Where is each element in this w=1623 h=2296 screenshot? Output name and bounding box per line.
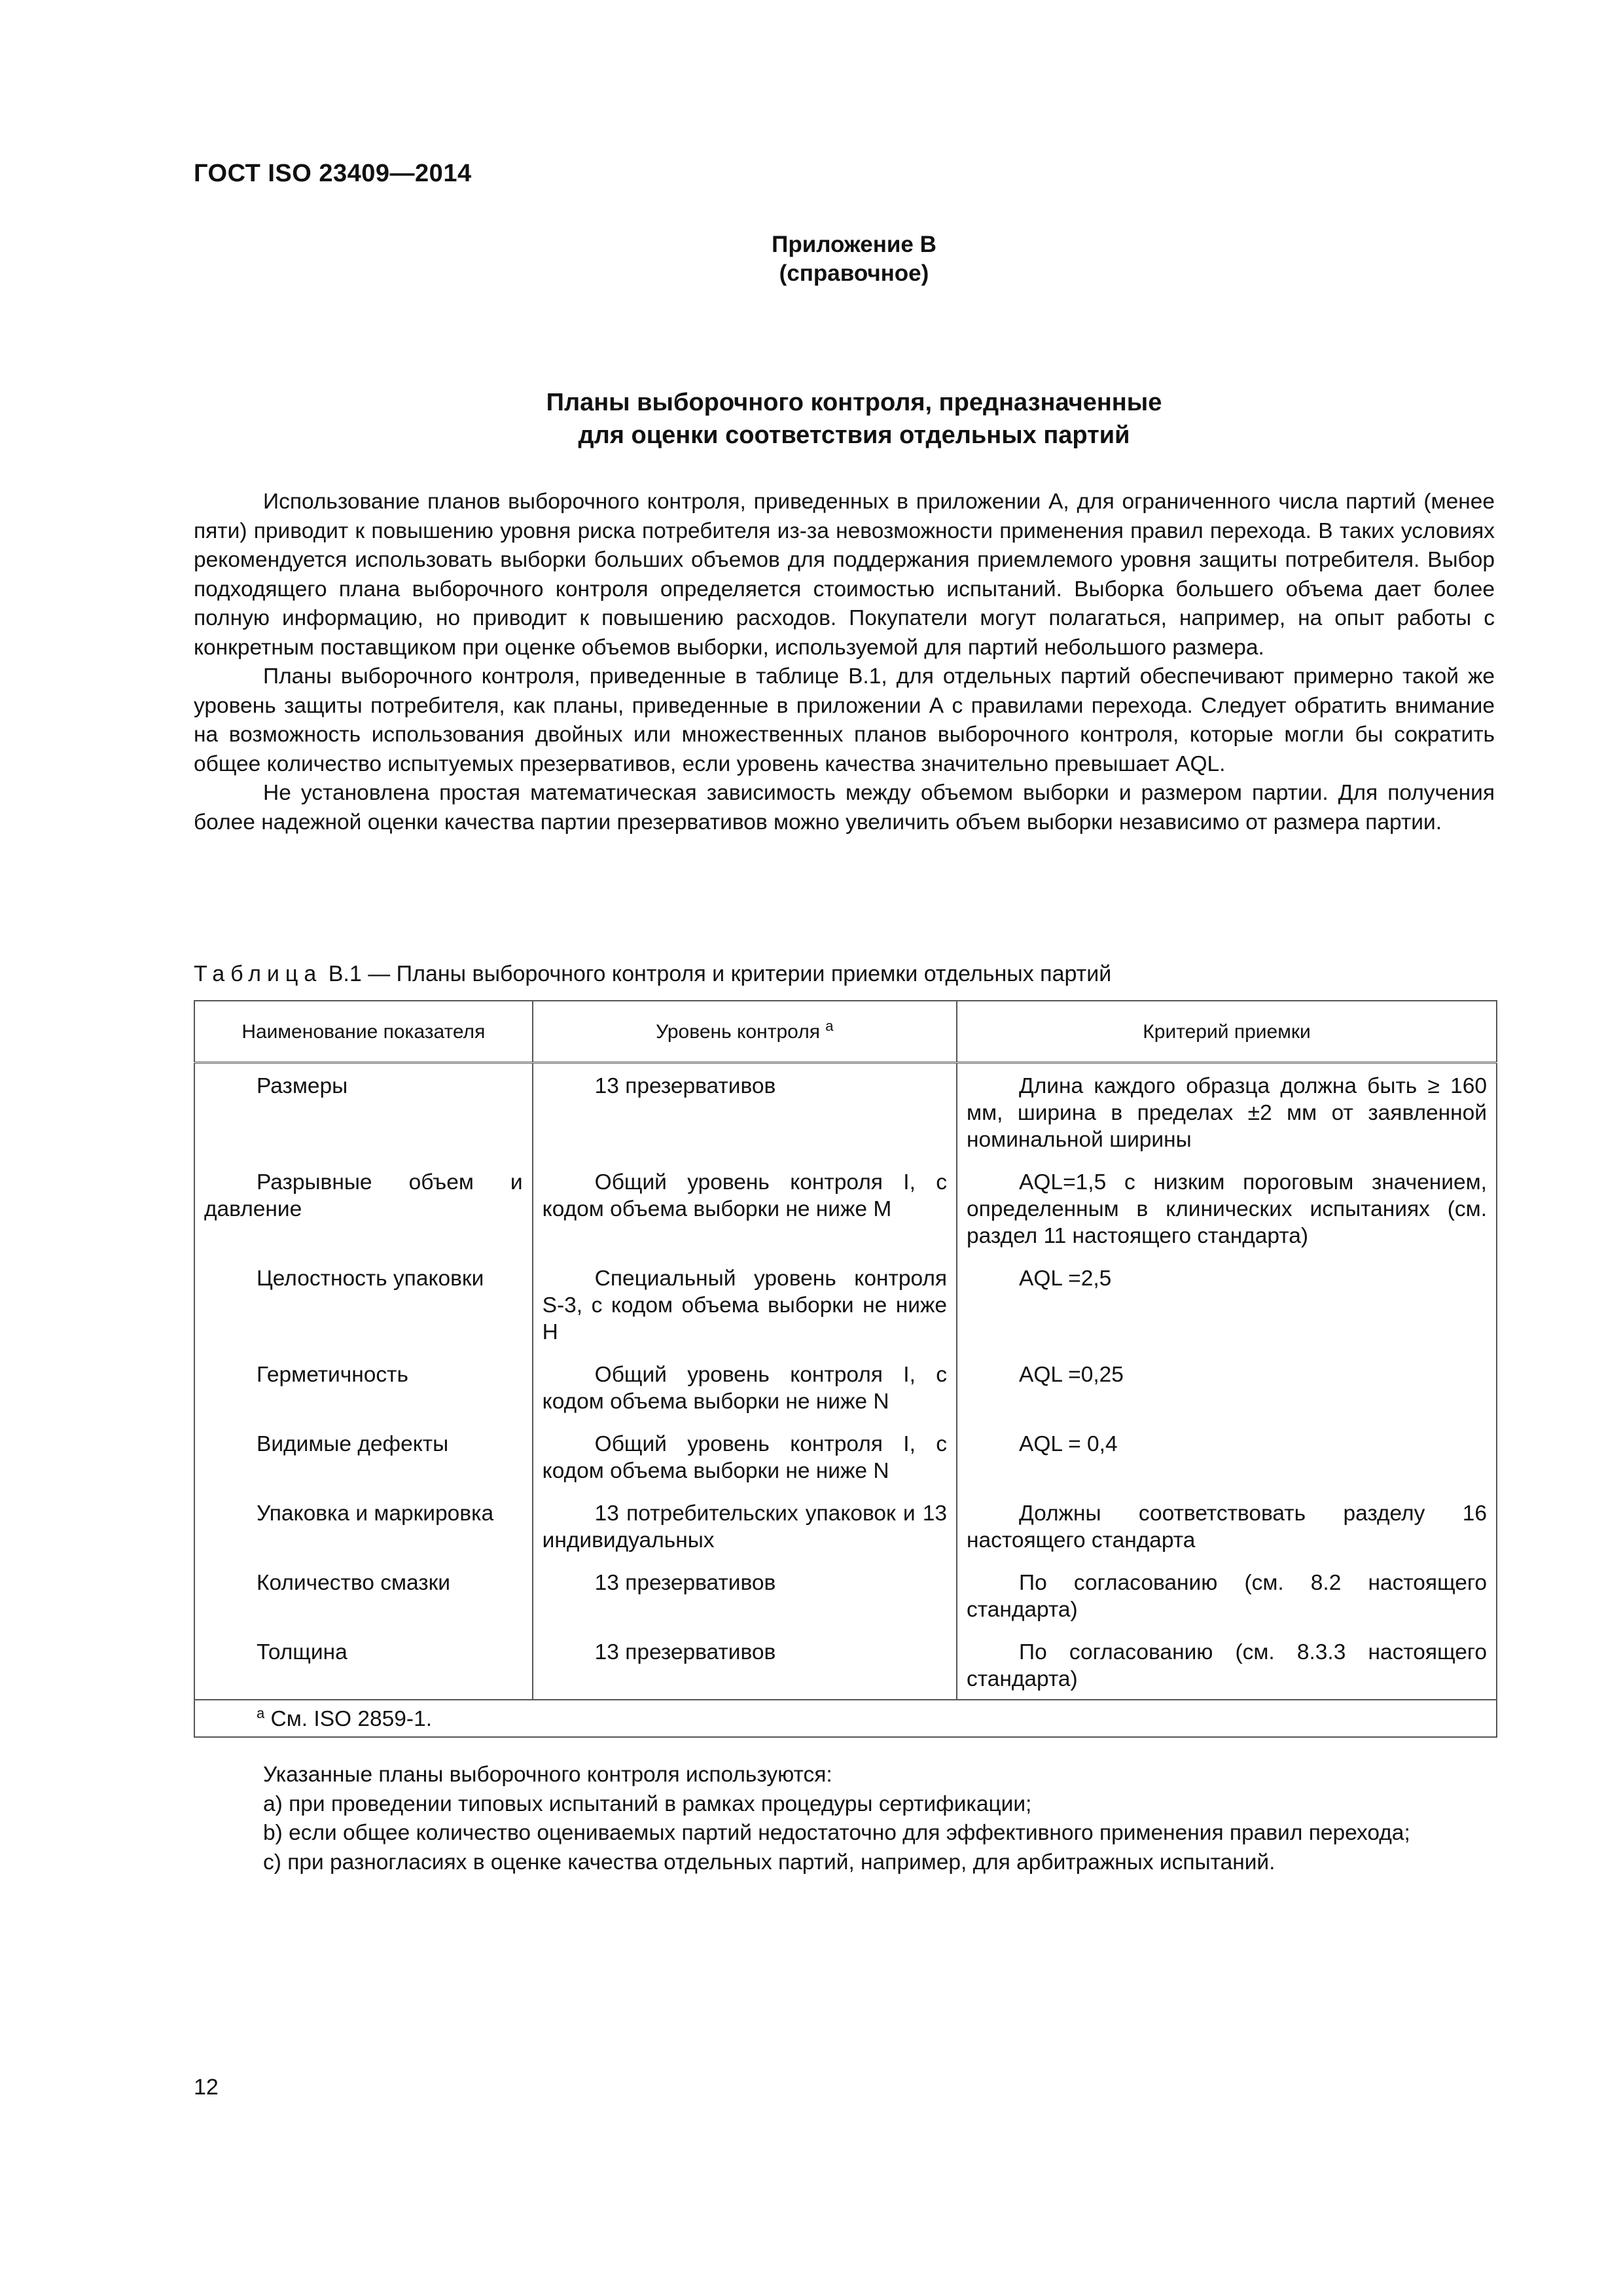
appendix-type: (справочное) — [779, 260, 929, 286]
appendix-heading — [0, 230, 1623, 288]
table-row — [194, 1063, 1497, 1160]
paragraph: Не установлена простая математическая зависимость между объемом выборки и размером партии. Для получения более надежной оценки качества партии презервативов можно увеличить объем выборки независимо от размера партии. — [194, 781, 1495, 834]
document-code: ГОСТ ISO 23409—2014 — [194, 160, 472, 187]
cell-inspection-level: Общий уровень контроля I, с кодом объема выборки не ниже N — [533, 1422, 957, 1491]
cell-acceptance-criterion: AQL = 0,4 — [957, 1422, 1497, 1491]
cell-indicator: Количество смазки — [194, 1560, 533, 1630]
footnote-mark: а — [257, 1704, 265, 1721]
footnote-text: См. ISO 2859-1. — [264, 1707, 433, 1731]
cell-inspection-level: 13 презервативов — [533, 1560, 957, 1630]
section-title-line1: Планы выборочного контроля, предназначенные — [546, 389, 1162, 416]
cell-acceptance-criterion: По согласованию (см. 8.2 настоящего стандарта) — [957, 1560, 1497, 1630]
cell-indicator: Герметичность — [194, 1352, 533, 1422]
page-number: 12 — [194, 2075, 219, 2100]
table-caption — [194, 960, 1111, 988]
sampling-plans-table — [194, 1000, 1497, 1738]
table-row — [194, 1256, 1497, 1352]
cell-indicator: Видимые дефекты — [194, 1422, 533, 1491]
cell-acceptance-criterion: Длина каждого образца должна быть ≥ 160 мм, ширина в пределах ±2 мм от заявленной номинальной ширины — [957, 1063, 1497, 1160]
body-text — [194, 488, 1495, 837]
table-row — [194, 1352, 1497, 1422]
table-caption-label: Таблица — [194, 961, 323, 986]
cell-indicator: Размеры — [194, 1063, 533, 1160]
list-item: b) если общее количество оцениваемых партий недостаточно для эффективного применения правил перехода; — [263, 1821, 1410, 1845]
cell-acceptance-criterion: Должны соответствовать разделу 16 настоящего стандарта — [957, 1491, 1497, 1560]
list-item: с) при разногласиях в оценке качества отдельных партий, например, для арбитражных испытаний. — [263, 1850, 1275, 1874]
header-inspection-level — [533, 1001, 957, 1063]
appendix-title: Приложение В — [772, 232, 936, 257]
list-item: а) при проведении типовых испытаний в рамках процедуры сертификации; — [263, 1791, 1032, 1816]
table-row — [194, 1560, 1497, 1630]
section-title — [0, 386, 1623, 452]
header-inspection-level-text: Уровень контроля — [656, 1020, 826, 1043]
cell-inspection-level: Общий уровень контроля I, с кодом объема выборки не ниже N — [533, 1352, 957, 1422]
cell-acceptance-criterion: AQL =2,5 — [957, 1256, 1497, 1352]
paragraph: Использование планов выборочного контроля, приведенных в приложении А, для ограниченного числа партий (менее пяти) приводит к повышению уровня риска потребителя из-за невозможности применения правил перехода. В таких условиях рекомендуется использовать выборки больших объемов для поддержания приемлемого уровня защиты потребителя. Выбор подходящего плана выборочного контроля определяется стоимостью испытаний. Выборка большего объема дает более полную информацию, но приводит к повышению расходов. Покупатели могут полагаться, например, на опыт работы с конкретным поставщиком при оценке объемов выборки, используемой для партий небольшого размера. — [194, 490, 1495, 660]
cell-indicator: Целостность упаковки — [194, 1256, 533, 1352]
paragraph: Планы выборочного контроля, приведенные в таблице В.1, для отдельных партий обеспечивают примерно такой же уровень защиты потребителя, как планы, приведенные в приложении А с правилами перехода. Следует обратить внимание на возможность использования двойных или множественных планов выборочного контроля, которые могли бы сократить общее количество испытуемых презервативов, если уровень качества значительно превышает AQL. — [194, 664, 1495, 776]
cell-inspection-level: Специальный уровень контроля S-3, с кодом объема выборки не ниже H — [533, 1256, 957, 1352]
header-acceptance-criterion: Критерий приемки — [957, 1001, 1497, 1063]
cell-indicator: Упаковка и маркировка — [194, 1491, 533, 1560]
footnote-reference: а — [825, 1017, 834, 1034]
table-footnote — [194, 1700, 1497, 1737]
cell-inspection-level: 13 презервативов — [533, 1630, 957, 1700]
table-header-row — [194, 1001, 1497, 1063]
cell-inspection-level: 13 потребительских упаковок и 13 индивидуальных — [533, 1491, 957, 1560]
cell-inspection-level: 13 презервативов — [533, 1063, 957, 1160]
table-row — [194, 1422, 1497, 1491]
cell-acceptance-criterion: По согласованию (см. 8.3.3 настоящего стандарта) — [957, 1630, 1497, 1700]
table-row — [194, 1491, 1497, 1560]
cell-indicator: Разрывные объем и давление — [194, 1160, 533, 1256]
table-caption-text: В.1 — Планы выборочного контроля и критерии приемки отдельных партий — [322, 961, 1112, 986]
header-indicator: Наименование показателя — [194, 1001, 533, 1063]
after-table-text — [194, 1761, 1495, 1877]
cell-indicator: Толщина — [194, 1630, 533, 1700]
cell-acceptance-criterion: AQL =0,25 — [957, 1352, 1497, 1422]
table-footnote-row — [194, 1700, 1497, 1737]
table-row — [194, 1630, 1497, 1700]
cell-acceptance-criterion: AQL=1,5 с низким пороговым значением, определенным в клинических испытаниях (см. раздел 11 настоящего стандарта) — [957, 1160, 1497, 1256]
cell-inspection-level: Общий уровень контроля I, с кодом объема выборки не ниже M — [533, 1160, 957, 1256]
section-title-line2: для оценки соответствия отдельных партий — [578, 422, 1130, 449]
list-intro: Указанные планы выборочного контроля используются: — [263, 1763, 832, 1787]
table-row — [194, 1160, 1497, 1256]
